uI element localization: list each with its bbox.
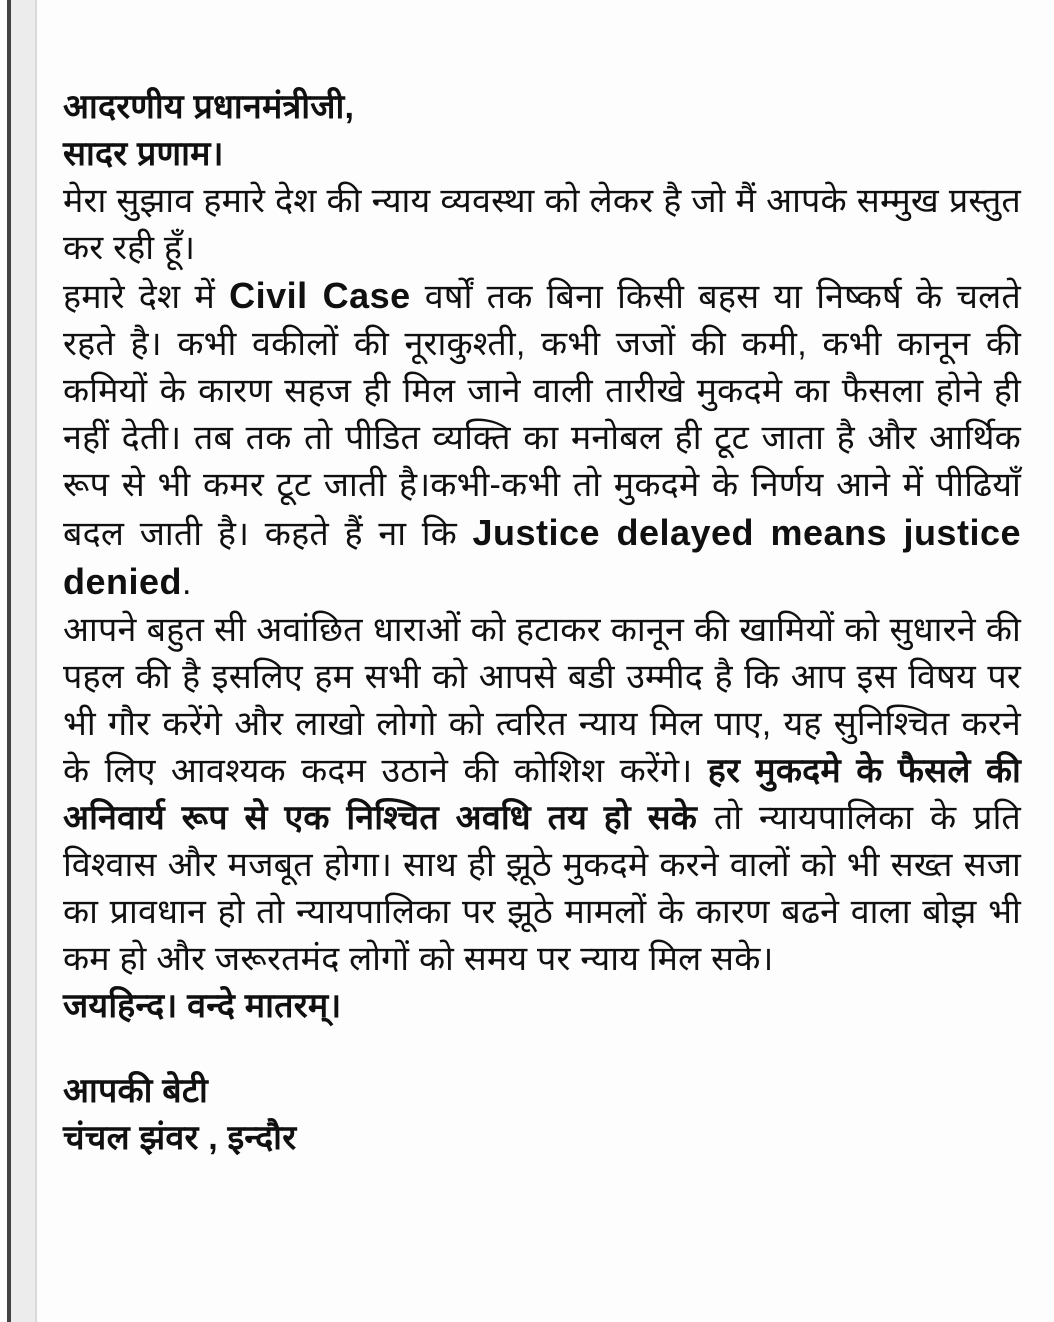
closing-line: जयहिन्द। वन्दे मातरम्। xyxy=(63,987,342,1025)
paragraph-text: आपने बहुत सी अवांछित धाराओं को हटाकर कानून की खामियों को सुधारने की पहल की है इसलिए हम सभी को आपसे बडी उम्मीद है कि आप इस विषय पर भी गौर करेंगे और लाखो लोगो को त्वरित न्याय मिल पाए, यह सुनिश्चित करने के लिए आवश्यक कदम उठाने की कोशिश करेंगे। xyxy=(63,611,1021,790)
scan-edge-gutter xyxy=(11,0,35,1322)
signature-line-2: चंचल झंवर , इन्दौर xyxy=(63,1119,297,1157)
paragraph-text: वर्षों तक बिना किसी बहस या निष्कर्ष के चलते रहते है। कभी वकीलों की नूराकुश्ती, कभी जजों की कमी, कभी कानून की कमियों के कारण सहज ही मिल जाने वाली तारीखे मुकदमे का फैसला होने ही नहीं देती। तब तक तो पीडित व्यक्ति का मनोबल ही टूट जाता है और आर्थिक रूप से भी कमर टूट जाती है।कभी-कभी तो मुकदमे के निर्णय आने में पीढियाँ बदल जाती है। कहते हैं ना कि xyxy=(63,278,1022,553)
paragraph-text: तो न्यायपालिका के प्रति विश्वास और मजबूत होगा। साथ ही झूठे मुकदमे करने वालों को भी सख्त सजा का प्रावधान हो तो न्यायपालिका पर झूठे मामलों के कारण बढने वाला बोझ भी कम हो और जरूरतमंद लोगों को समय पर न्याय मिल सके। xyxy=(63,799,1022,978)
paragraph-text: हमारे देश में xyxy=(63,278,230,316)
salutation-line-2: सादर प्रणाम। xyxy=(63,135,224,173)
paragraph-text: मेरा सुझाव हमारे देश की न्याय व्यवस्था को लेकर है जो मैं आपके सम्मुख प्रस्तुत कर रही हूँ। xyxy=(63,182,1021,267)
signature-block xyxy=(63,1068,1021,1162)
paragraph-reform-request xyxy=(63,607,1021,983)
paragraph-civil-case xyxy=(63,272,1021,607)
english-bold-justice-delayed: Justice delayed means justice denied xyxy=(63,512,1021,602)
salutation-line-1: आदरणीय प्रधानमंत्रीजी, xyxy=(63,88,355,126)
scan-edge-faint-line xyxy=(35,0,37,1322)
hindi-bold-fixed-deadline: हर मुकदमे के फैसले की अनिवार्य रूप से एक निश्चित अवधि तय हो सके xyxy=(63,752,1022,837)
paragraph-text: . xyxy=(182,564,192,602)
letter-page xyxy=(63,84,1021,1162)
paragraph-suggestion-intro xyxy=(63,178,1021,272)
signature-line-1: आपकी बेटी xyxy=(63,1072,208,1110)
english-bold-civil-case: Civil Case xyxy=(229,275,411,316)
